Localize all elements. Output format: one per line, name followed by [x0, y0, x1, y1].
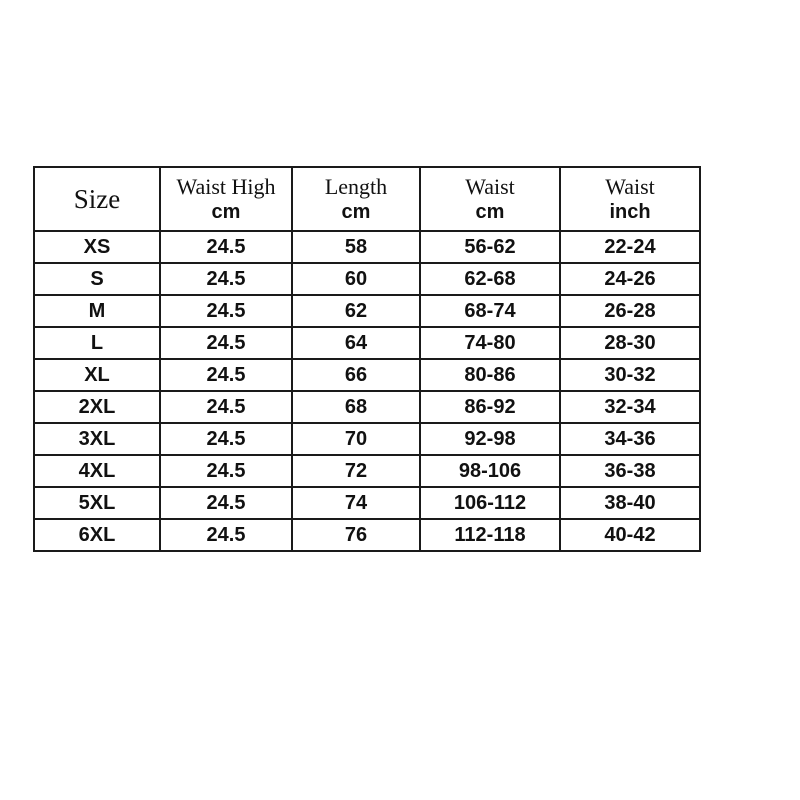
size-cell: 2XL [34, 391, 160, 423]
waist-cm-cell: 92-98 [420, 423, 560, 455]
waist-inch-cell: 34-36 [560, 423, 700, 455]
header-size [34, 167, 160, 231]
table-row [34, 391, 700, 423]
waist-high-cell: 24.5 [160, 455, 292, 487]
table-row [34, 487, 700, 519]
waist-high-cell: 24.5 [160, 391, 292, 423]
size-cell: XS [34, 231, 160, 263]
waist-inch-cell: 26-28 [560, 295, 700, 327]
table-row [34, 327, 700, 359]
header-waist-inch [560, 167, 700, 231]
length-cell: 76 [292, 519, 420, 551]
header-waist-inch-unit: inch [609, 201, 651, 223]
waist-high-cell: 24.5 [160, 359, 292, 391]
waist-high-cell: 24.5 [160, 327, 292, 359]
length-cell: 72 [292, 455, 420, 487]
size-cell: XL [34, 359, 160, 391]
length-cell: 66 [292, 359, 420, 391]
waist-high-cell: 24.5 [160, 263, 292, 295]
length-cell: 62 [292, 295, 420, 327]
length-cell: 64 [292, 327, 420, 359]
header-waist-high [160, 167, 292, 231]
waist-high-cell: 24.5 [160, 423, 292, 455]
waist-cm-cell: 68-74 [420, 295, 560, 327]
waist-high-cell: 24.5 [160, 295, 292, 327]
waist-inch-cell: 32-34 [560, 391, 700, 423]
waist-inch-cell: 36-38 [560, 455, 700, 487]
waist-inch-cell: 38-40 [560, 487, 700, 519]
waist-inch-cell: 40-42 [560, 519, 700, 551]
size-cell: 3XL [34, 423, 160, 455]
waist-cm-cell: 86-92 [420, 391, 560, 423]
waist-inch-cell: 30-32 [560, 359, 700, 391]
waist-high-cell: 24.5 [160, 519, 292, 551]
table-row [34, 231, 700, 263]
size-cell: L [34, 327, 160, 359]
header-row [34, 167, 700, 231]
length-cell: 58 [292, 231, 420, 263]
waist-cm-cell: 98-106 [420, 455, 560, 487]
waist-cm-cell: 62-68 [420, 263, 560, 295]
header-waist-inch-label: Waist [605, 174, 655, 199]
waist-inch-cell: 22-24 [560, 231, 700, 263]
waist-cm-cell: 80-86 [420, 359, 560, 391]
header-waist-cm [420, 167, 560, 231]
size-cell: 6XL [34, 519, 160, 551]
header-waist-cm-label: Waist [465, 174, 515, 199]
waist-high-cell: 24.5 [160, 487, 292, 519]
header-waist-cm-unit: cm [475, 201, 505, 223]
size-cell: 5XL [34, 487, 160, 519]
size-cell: M [34, 295, 160, 327]
length-cell: 60 [292, 263, 420, 295]
size-cell: S [34, 263, 160, 295]
table-row [34, 423, 700, 455]
length-cell: 74 [292, 487, 420, 519]
table-row [34, 295, 700, 327]
size-cell: 4XL [34, 455, 160, 487]
table-row [34, 455, 700, 487]
size-chart-table [33, 166, 701, 552]
length-cell: 68 [292, 391, 420, 423]
waist-cm-cell: 74-80 [420, 327, 560, 359]
header-length [292, 167, 420, 231]
waist-inch-cell: 28-30 [560, 327, 700, 359]
header-length-label: Length [324, 174, 388, 199]
waist-inch-cell: 24-26 [560, 263, 700, 295]
header-waist-high-label: Waist High [176, 174, 276, 199]
table-row [34, 359, 700, 391]
header-waist-high-unit: cm [211, 201, 241, 223]
waist-cm-cell: 56-62 [420, 231, 560, 263]
waist-high-cell: 24.5 [160, 231, 292, 263]
header-length-unit: cm [341, 201, 371, 223]
waist-cm-cell: 106-112 [420, 487, 560, 519]
header-size-label: Size [73, 183, 121, 214]
waist-cm-cell: 112-118 [420, 519, 560, 551]
length-cell: 70 [292, 423, 420, 455]
table-row [34, 519, 700, 551]
table-row [34, 263, 700, 295]
